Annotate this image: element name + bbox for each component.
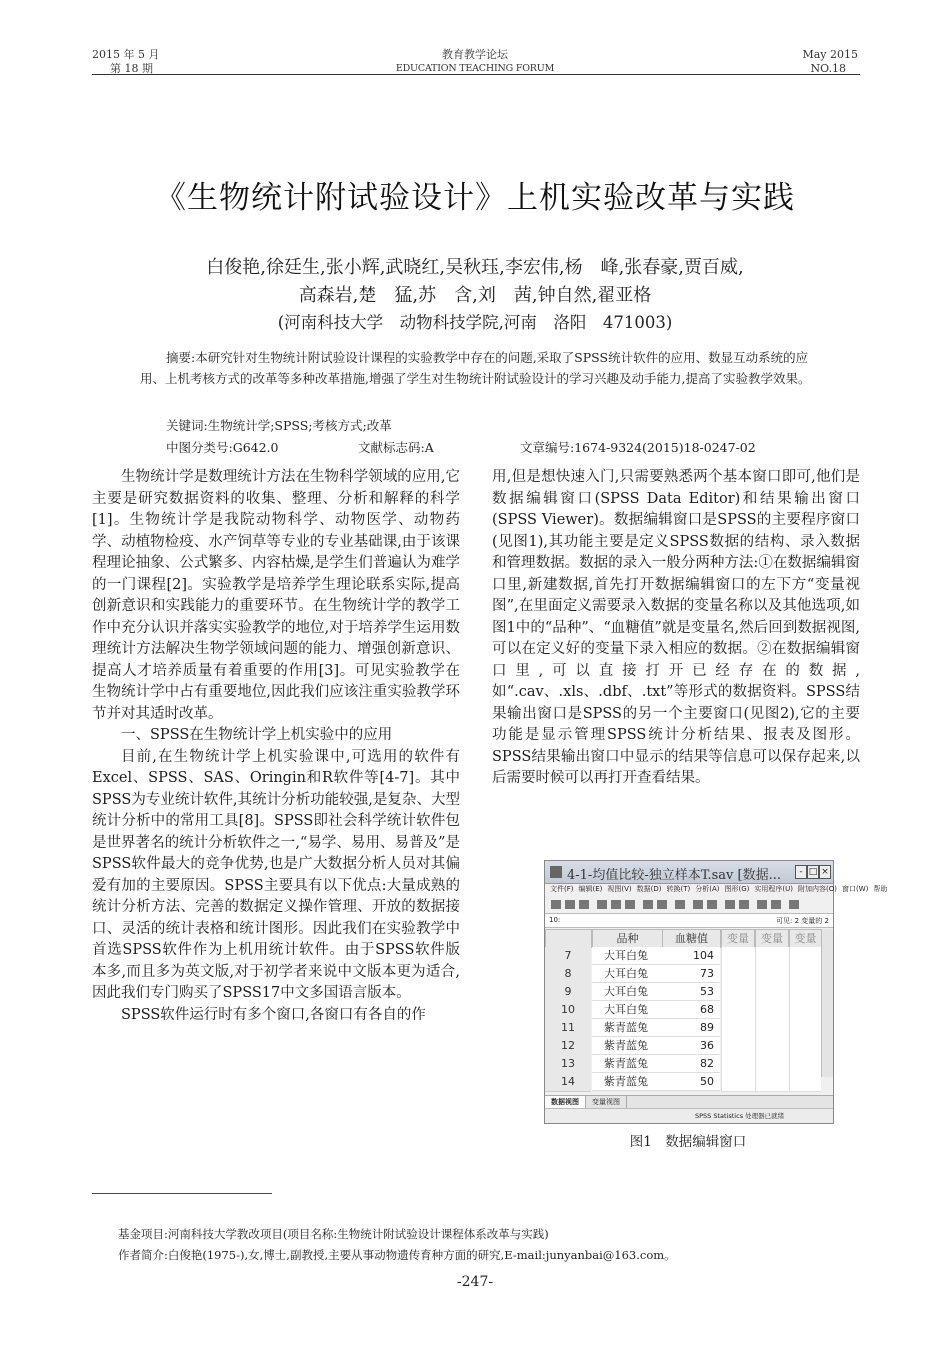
value-labels-icon[interactable] [771, 900, 781, 909]
dialog-recall-icon[interactable] [597, 900, 607, 909]
clc-number: 中图分类号:G642.0 [166, 440, 279, 455]
abstract-text: 摘要:本研究针对生物统计附试验设计课程的实验教学中存在的问题,采取了SPSS统计软件的应用、数显互动系统的应用、上机考核方式的改革等多种改革措施,增强了学生对生物统计附试验设计的学习兴趣及动手能力,提高了实验教学效果。 [140, 350, 811, 386]
left-column [92, 467, 460, 1026]
column-header[interactable]: 变量 [721, 929, 755, 948]
empty-cell[interactable] [755, 1001, 789, 1020]
corner-cell [545, 929, 592, 948]
empty-cell[interactable] [789, 1019, 821, 1038]
menu-transform[interactable]: 转换(T) [666, 885, 691, 893]
paragraph: 用,但是想快速入门,只需要熟悉两个基本窗口即可,他们是数据编辑窗口(SPSS Data Editor)和结果输出窗口(SPSS Viewer)。数据编辑窗口是SPSS的主要程序窗口(见图1),其功能主要是定义SPSS数据的结构、录入数据和管理数据。数据的录入一般分两种方法:①在数据编辑窗口里,新建数据,首先打开数据编辑窗口的左下方“变量视图”,在里面定义需要录入数据的变量名称以及其他选项,如图1中的“品种”、“血糖值”就是变量名,然后回到数据视图,可以在定义好的变量下录入相应的数据。②在数据编辑窗口里,可以直接打开已经存在的数据,如“.cav、.xls、.dbf、.txt”等形式的数据资料。SPSS结果输出窗口是SPSS的另一个主要窗口(见图2),它的主要功能是显示管理SPSS统计分析结果、报表及图形。SPSS结果输出窗口中显示的结果等信息可以保存起来,以后需要时候可以再打开查看结果。 [492, 469, 860, 786]
author-note: 作者简介:白俊艳(1975-),女,博士,副教授,主要从事动物遗传育种方面的研究,E-mail:junyanbai@163.com。 [118, 1248, 676, 1262]
row-number[interactable]: 13 [545, 1055, 591, 1074]
menu-addons[interactable]: 附加内容(O) [798, 885, 837, 893]
fund-note: 基金项目:河南科技大学教改项目(项目名称:生物统计附试验设计课程体系改革与实践) [118, 1227, 549, 1241]
footnote-rule [92, 1193, 272, 1194]
authors-line1: 白俊艳,徐廷生,张小辉,武晓红,吴秋珏,李宏伟,杨 峰,张春豪,贾百威, [206, 257, 744, 278]
header-date-en: May 2015 [802, 48, 858, 61]
menu-view[interactable]: 视图(V) [607, 885, 632, 893]
cell-blood-sugar[interactable]: 50 [662, 1073, 720, 1091]
affiliation: (河南科技大学 动物科技学院,河南 洛阳 471003) [277, 313, 673, 332]
empty-cell[interactable] [789, 1055, 821, 1074]
cell-blood-sugar[interactable]: 104 [662, 947, 720, 965]
menu-file[interactable]: 文件(F) [550, 885, 574, 893]
empty-cell[interactable] [755, 1055, 789, 1074]
empty-cell[interactable] [721, 965, 755, 984]
cell-breed[interactable]: 紫青蓝兔 [592, 1073, 662, 1091]
empty-cell[interactable] [721, 1073, 755, 1092]
insert-cases-icon[interactable] [693, 900, 703, 909]
window-title: 4-1-均值比较-独立样本T.sav [数据... [567, 868, 781, 883]
keywords: 关键词:生物统计学;SPSS;考核方式;改革 [166, 418, 392, 433]
empty-cell[interactable] [789, 947, 821, 966]
figure-caption: 图1 数据编辑窗口 [629, 1134, 747, 1150]
variables-icon[interactable] [657, 900, 667, 909]
menu-window[interactable]: 窗口(W) [842, 885, 869, 893]
empty-cell[interactable] [721, 1055, 755, 1074]
column-header[interactable]: 变量 [755, 929, 789, 948]
journal-name-en: EDUCATION TEACHING FORUM [395, 63, 555, 74]
section-heading: 一、SPSS在生物统计学上机实验中的应用 [121, 727, 393, 743]
column-header[interactable]: 变量 [789, 929, 822, 948]
insert-variable-icon[interactable] [707, 900, 717, 909]
open-icon[interactable] [551, 900, 561, 909]
visible-variables: 可见: 2 变量的 2 [776, 917, 829, 925]
row-number[interactable]: 7 [545, 947, 591, 966]
empty-cell[interactable] [789, 1037, 821, 1056]
cell-breed[interactable]: 大耳白兔 [592, 983, 662, 1001]
cell-blood-sugar[interactable]: 89 [662, 1019, 720, 1037]
cell-blood-sugar[interactable]: 36 [662, 1037, 720, 1055]
toolbar [545, 897, 833, 914]
cell-breed[interactable]: 大耳白兔 [592, 1001, 662, 1019]
cell-breed[interactable]: 紫青蓝兔 [592, 1037, 662, 1055]
empty-cell[interactable] [789, 1001, 821, 1020]
cell-blood-sugar[interactable]: 73 [662, 965, 720, 983]
empty-cell[interactable] [721, 983, 755, 1002]
column-header[interactable]: 品种 [592, 929, 663, 948]
select-cases-icon[interactable] [757, 900, 767, 909]
menu-data[interactable]: 数据(D) [636, 885, 662, 893]
vertical-scrollbar[interactable] [821, 929, 833, 1077]
print-icon[interactable] [579, 900, 589, 909]
weight-cases-icon[interactable] [739, 900, 749, 909]
menu-analyze[interactable]: 分析(A) [695, 885, 720, 893]
right-column [492, 467, 860, 790]
menu-edit[interactable]: 编辑(E) [578, 885, 603, 893]
view-tabs [545, 1095, 833, 1108]
status-text: SPSS Statistics 处理器已就绪 [695, 1112, 785, 1120]
window-titlebar [545, 861, 833, 884]
cell-breed[interactable]: 大耳白兔 [592, 947, 662, 965]
redo-icon[interactable] [625, 900, 635, 909]
tab-data-view[interactable]: 数据视图 [545, 1096, 586, 1108]
cell-reference: 10: [549, 916, 561, 924]
row-number[interactable]: 12 [545, 1037, 591, 1056]
cell-breed[interactable]: 紫青蓝兔 [592, 1055, 662, 1073]
empty-cell[interactable] [789, 1073, 821, 1092]
cell-editor-bar [545, 914, 833, 928]
column-header[interactable]: 血糖值 [662, 929, 721, 948]
close-icon[interactable]: × [819, 865, 831, 879]
status-bar [545, 1108, 833, 1123]
empty-cell[interactable] [789, 983, 821, 1002]
header-issue-en: NO.18 [810, 62, 846, 75]
split-file-icon[interactable] [725, 900, 735, 909]
empty-cell[interactable] [789, 965, 821, 984]
article-number: 文章编号:1674-9324(2015)18-0247-02 [520, 440, 756, 455]
empty-cell[interactable] [721, 1019, 755, 1038]
save-icon[interactable] [565, 900, 575, 909]
row-number[interactable]: 10 [545, 1001, 591, 1020]
row-number[interactable]: 9 [545, 983, 591, 1002]
goto-case-icon[interactable] [643, 900, 653, 909]
paragraph: 目前,在生物统计学上机实验课中,可选用的软件有Excel、SPSS、SAS、Oringin和R软件等[4-7]。其中SPSS为专业统计软件,其统计分析功能较强,是复杂、大型统计分析中的常用工具[8]。SPSS即社会科学统计软件包是世界著名的统计分析软件之一,“易学、易用、易普及”是SPSS软件最大的竞争优势,也是广大数据分析人员对其偏爱有加的主要原因。SPSS主要具有以下优点:大量成熟的统计分析方法、完善的数据定义操作管理、开放的数据接口、灵活的统计表格和统计图形。因此我们在实验教学中首选SPSS软件作为上机用统计软件。由于SPSS软件版本多,而且多为英文版,对于初学者来说中文版本更为适合,因此我们专门购买了SPSS17中文多国语言版本。 [92, 748, 460, 1001]
spss-data-editor-figure [544, 860, 888, 1124]
page-number: -247- [456, 1274, 494, 1290]
empty-cell[interactable] [755, 1019, 789, 1038]
menu-graphs[interactable]: 图形(G) [724, 885, 750, 893]
menu-utilities[interactable]: 实用程序(U) [754, 885, 794, 893]
maximize-icon[interactable]: □ [808, 867, 818, 877]
cell-blood-sugar[interactable]: 53 [662, 983, 720, 1001]
find-icon[interactable] [675, 900, 685, 909]
empty-cell[interactable] [721, 1001, 755, 1020]
doc-code: 文献标志码:A [358, 440, 434, 455]
paragraph: 生物统计学是数理统计方法在生物科学领域的应用,它主要是研究数据资料的收集、整理、分析和解释的科学[1]。生物统计学是我院动物科学、动物医学、动物药学、动植物检疫、水产饲草等专业的专业基础课,由于该课程理论抽象、公式繁多、内容枯燥,是学生们普遍认为难学的一门课程[2]。实验教学是培养学生理论联系实际,提高创新意识和实践能力的重要环节。在生物统计学的教学工作中充分认识并落实实验教学的地位,对于培养学生运用数理统计方法解决生物学领域问题的能力、增强创新意识、提高人才培养质量有着重要的作用[3]。可见实验教学在生物统计学中占有重要地位,因此我们应该注重实验教学环节并对其适时改革。 [92, 469, 460, 722]
empty-cell[interactable] [755, 1037, 789, 1056]
tab-variable-view[interactable]: 变量视图 [586, 1096, 627, 1108]
header-date: 2015 年 5 月 [92, 48, 160, 61]
cell-blood-sugar[interactable]: 68 [662, 1001, 720, 1019]
empty-cell[interactable] [755, 965, 789, 984]
cell-blood-sugar[interactable]: 82 [662, 1055, 720, 1073]
row-number[interactable]: 8 [545, 965, 591, 984]
header-rule [92, 74, 860, 75]
row-number[interactable]: 11 [545, 1019, 591, 1038]
minimize-icon[interactable]: - [795, 865, 807, 879]
empty-cell[interactable] [721, 1037, 755, 1056]
menu-help[interactable]: 帮助 [873, 885, 888, 893]
empty-cell[interactable] [721, 947, 755, 966]
use-sets-icon[interactable] [789, 900, 799, 909]
row-number[interactable]: 14 [545, 1073, 591, 1092]
paper-title: 《生物统计附试验设计》上机实验改革与实践 [155, 180, 795, 216]
empty-cell[interactable] [755, 947, 789, 966]
menu-bar [545, 884, 888, 896]
empty-cell[interactable] [755, 983, 789, 1002]
journal-name: 教育教学论坛 [442, 48, 508, 61]
cell-breed[interactable]: 大耳白兔 [592, 965, 662, 983]
paragraph: SPSS软件运行时有多个窗口,各窗口有各自的作 [121, 1006, 426, 1023]
cell-breed[interactable]: 紫青蓝兔 [592, 1019, 662, 1037]
empty-cell[interactable] [755, 1073, 789, 1092]
app-icon [550, 866, 562, 878]
authors-line2: 高森岩,楚 猛,苏 含,刘 茜,钟自然,翟亚格 [298, 285, 652, 306]
header-issue: 第 18 期 [110, 62, 153, 75]
undo-icon[interactable] [611, 900, 621, 909]
